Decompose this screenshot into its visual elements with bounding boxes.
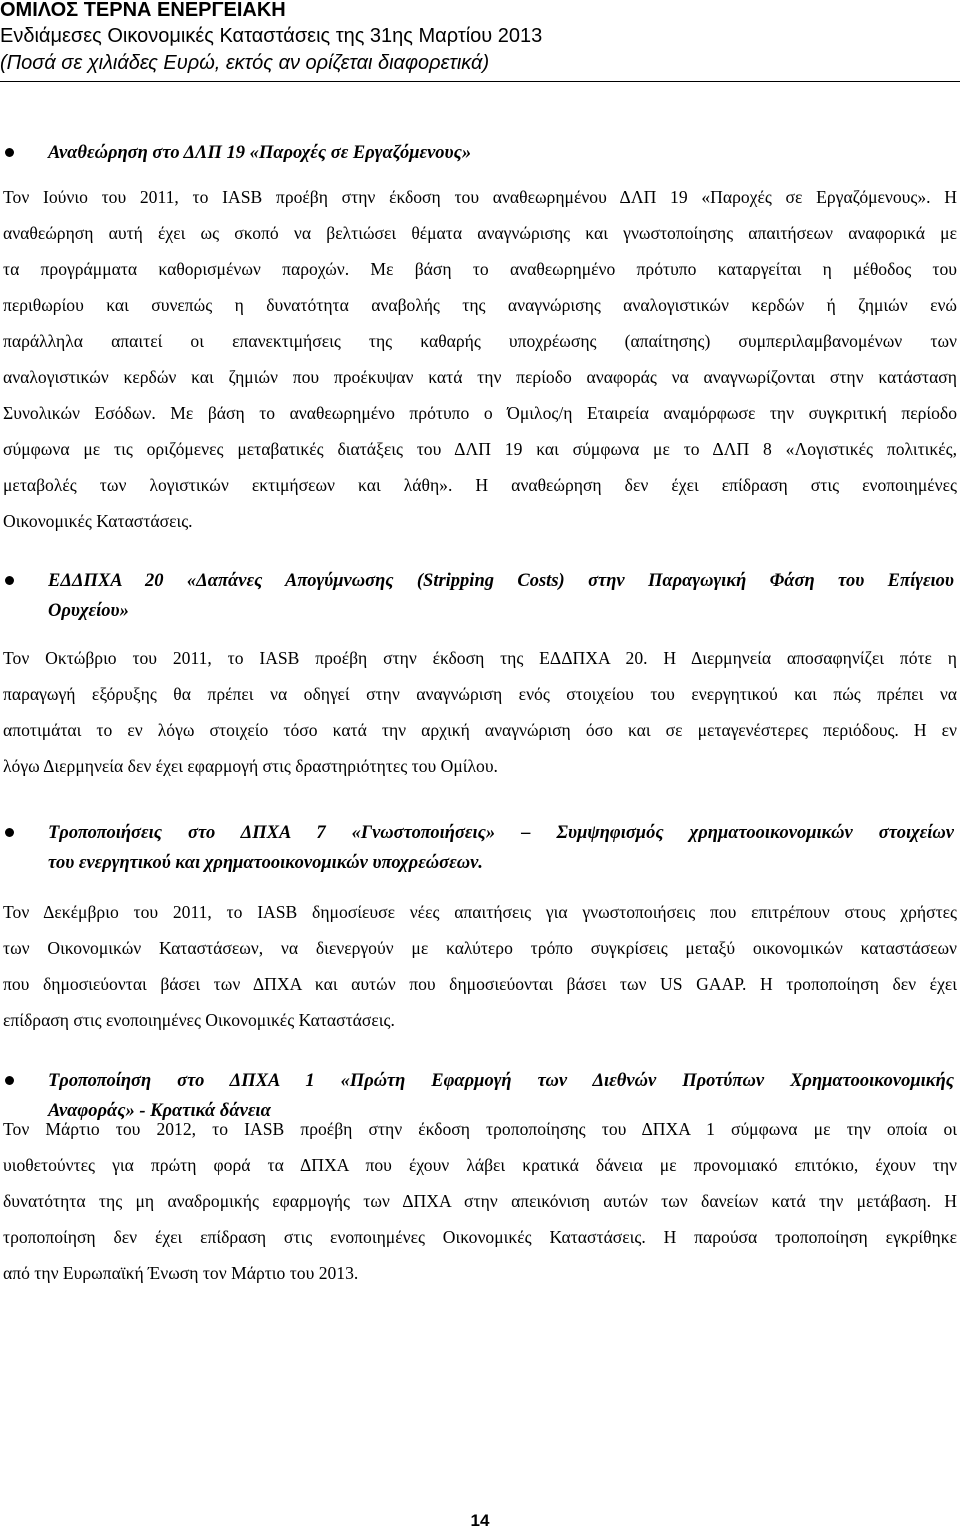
section-paragraph: [3, 179, 957, 539]
paragraph-line: λόγω Διερμηνεία δεν έχει εφαρμογή στις δραστηριότητες του Ομίλου.: [3, 756, 498, 776]
report-title: Ενδιάμεσες Οικονομικές Καταστάσεις της 31ης Μαρτίου 2013: [0, 25, 543, 47]
section-paragraph: [3, 1111, 957, 1291]
paragraph-line: επίδραση στις ενοποιημένες Οικονομικές Καταστάσεις.: [3, 1010, 395, 1030]
paragraph-line: τροποποίηση δεν έχει επίδραση στις ενοποιημένες Οικονομικές Καταστάσεις. Η παρούσα τροποποίηση εγκρίθηκε: [3, 1227, 957, 1247]
heading-line: Τροποποιήσεις στο ΔΠΧΑ 7 «Γνωστοποιήσεις» – Συμψηφισμός χρηματοοικονομικών στοιχείων: [48, 823, 954, 843]
paragraph-line: δυνατότητα της μη αναδρομικής εφαρμογής των ΔΠΧΑ στην απεικόνιση αυτών των δανείων κατά την μετάβαση. Η: [3, 1191, 957, 1211]
paragraph-line: Οικονομικές Καταστάσεις.: [3, 511, 193, 531]
paragraph-line: Τον Μάρτιο του 2012, το IASB προέβη στην έκδοση τροποποίησης του ΔΠΧΑ 1 σύμφωνα με την οποία οι: [3, 1119, 957, 1139]
bullet-icon: [5, 148, 14, 157]
paragraph-line: Τον Δεκέμβριο του 2011, το IASB δημοσίευσε νέες απαιτήσεις για γνωστοποιήσεις που επιτρέπουν στους χρήστες: [3, 902, 957, 922]
section-heading: [48, 138, 954, 168]
paragraph-line: σύμφωνα με τις οριζόμενες μεταβατικές διατάξεις του ΔΛΠ 19 και σύμφωνα με το ΔΛΠ 8 «Λογιστικές πολιτικές,: [3, 439, 957, 459]
section-heading: [48, 566, 954, 626]
paragraph-line: παράλληλα απαιτεί οι επανεκτιμήσεις της καθαρής υποχρέωσης (απαίτησης) συμπεριλαμβανομένων των: [3, 331, 957, 351]
paragraph-line: υιοθετούντες για πρώτη φορά τα ΔΠΧΑ που έχουν λάβει κρατικά δάνεια με προνομιακό επιτόκιο, έχουν την: [3, 1155, 957, 1175]
paragraph-line: Συνολικών Εσόδων. Με βάση το αναθεωρημένο πρότυπο ο Όμιλος/η Εταιρεία αναμόρφωσε την συγκριτική περίοδο: [3, 403, 957, 423]
section-paragraph: [3, 894, 957, 1038]
heading-line: Τροποποίηση στο ΔΠΧΑ 1 «Πρώτη Εφαρμογή των Διεθνών Προτύπων Χρηματοοικονομικής: [48, 1071, 954, 1091]
paragraph-line: που δημοσιεύονται βάσει των ΔΠΧΑ και αυτών που δημοσιεύονται βάσει των US GAAP. Η τροποποίηση δεν έχει: [3, 974, 957, 994]
paragraph-line: Τον Ιούνιο του 2011, το IASB προέβη στην έκδοση του αναθεωρημένου ΔΛΠ 19 «Παροχές σε Εργαζόμενους». Η: [3, 187, 957, 207]
paragraph-line: τα προγράμματα καθορισμένων παροχών. Με βάση το αναθεωρημένο πρότυπο καταργείται η μέθοδος του: [3, 259, 957, 279]
heading-line: του ενεργητικού και χρηματοοικονομικών υποχρεώσεων.: [48, 853, 483, 873]
company-name: ΟΜΙΛΟΣ ΤΕΡΝΑ ΕΝΕΡΓΕΙΑΚΗ: [0, 0, 286, 21]
heading-line: ΕΔΔΠΧΑ 20 «Δαπάνες Απογύμνωσης (Stripping Costs) στην Παραγωγική Φάση του Επίγειου: [48, 571, 954, 591]
heading-line: Αναθεώρηση στο ΔΛΠ 19 «Παροχές σε Εργαζόμενους»: [48, 143, 472, 163]
page-number: 14: [470, 1511, 490, 1530]
paragraph-line: περιθωρίου και συνεπώς η δυνατότητα αναβολής της αναγνώρισης αναλογιστικών κερδών ή ζημιών ενώ: [3, 295, 957, 315]
paragraph-line: αναθεώρηση αυτή έχει ως σκοπό να βελτιώσει θέματα αναγνώρισης και γνωστοποίησης απαιτήσεων αναφορικά με: [3, 223, 957, 243]
paragraph-line: αναλογιστικών κερδών και ζημιών που προέκυψαν κατά την περίοδο αναφοράς να αναγνωρίζονται στην κατάσταση: [3, 367, 957, 387]
paragraph-line: αποτιμάται το εν λόγω στοιχείο τόσο κατά την αρχική αναγνώριση όσο και σε μεταγενέστερες περιόδους. Η εν: [3, 720, 957, 740]
paragraph-line: παραγωγή εξόρυξης θα πρέπει να οδηγεί στην αναγνώριση ενός στοιχείου του ενεργητικού και πώς πρέπει να: [3, 684, 957, 704]
paragraph-line: μεταβολές των λογιστικών εκτιμήσεων και λάθη». Η αναθεώρηση δεν έχει επίδραση στις ενοποιημένες: [3, 475, 957, 495]
bullet-icon: [5, 576, 14, 585]
section-paragraph: [3, 640, 957, 784]
bullet-icon: [5, 828, 14, 837]
heading-line: Ορυχείου»: [48, 601, 129, 621]
paragraph-line: από την Ευρωπαϊκή Ένωση τον Μάρτιο του 2013.: [3, 1263, 359, 1283]
section-heading: [48, 818, 954, 878]
paragraph-line: των Οικονομικών Καταστάσεων, να διενεργούν με καλύτερο τρόπο συγκρίσεις μεταξύ οικονομικών καταστάσεων: [3, 938, 957, 958]
heading-line: Αναφοράς» - Κρατικά δάνεια: [48, 1101, 271, 1121]
header-rule: [0, 81, 960, 82]
bullet-icon: [5, 1076, 14, 1085]
units-note: (Ποσά σε χιλιάδες Ευρώ, εκτός αν ορίζεται διαφορετικά): [0, 52, 490, 74]
paragraph-line: Τον Οκτώβριο του 2011, το IASB προέβη στην έκδοση της ΕΔΔΠΧΑ 20. Η Διερμηνεία αποσαφηνίζει πότε η: [3, 648, 957, 668]
